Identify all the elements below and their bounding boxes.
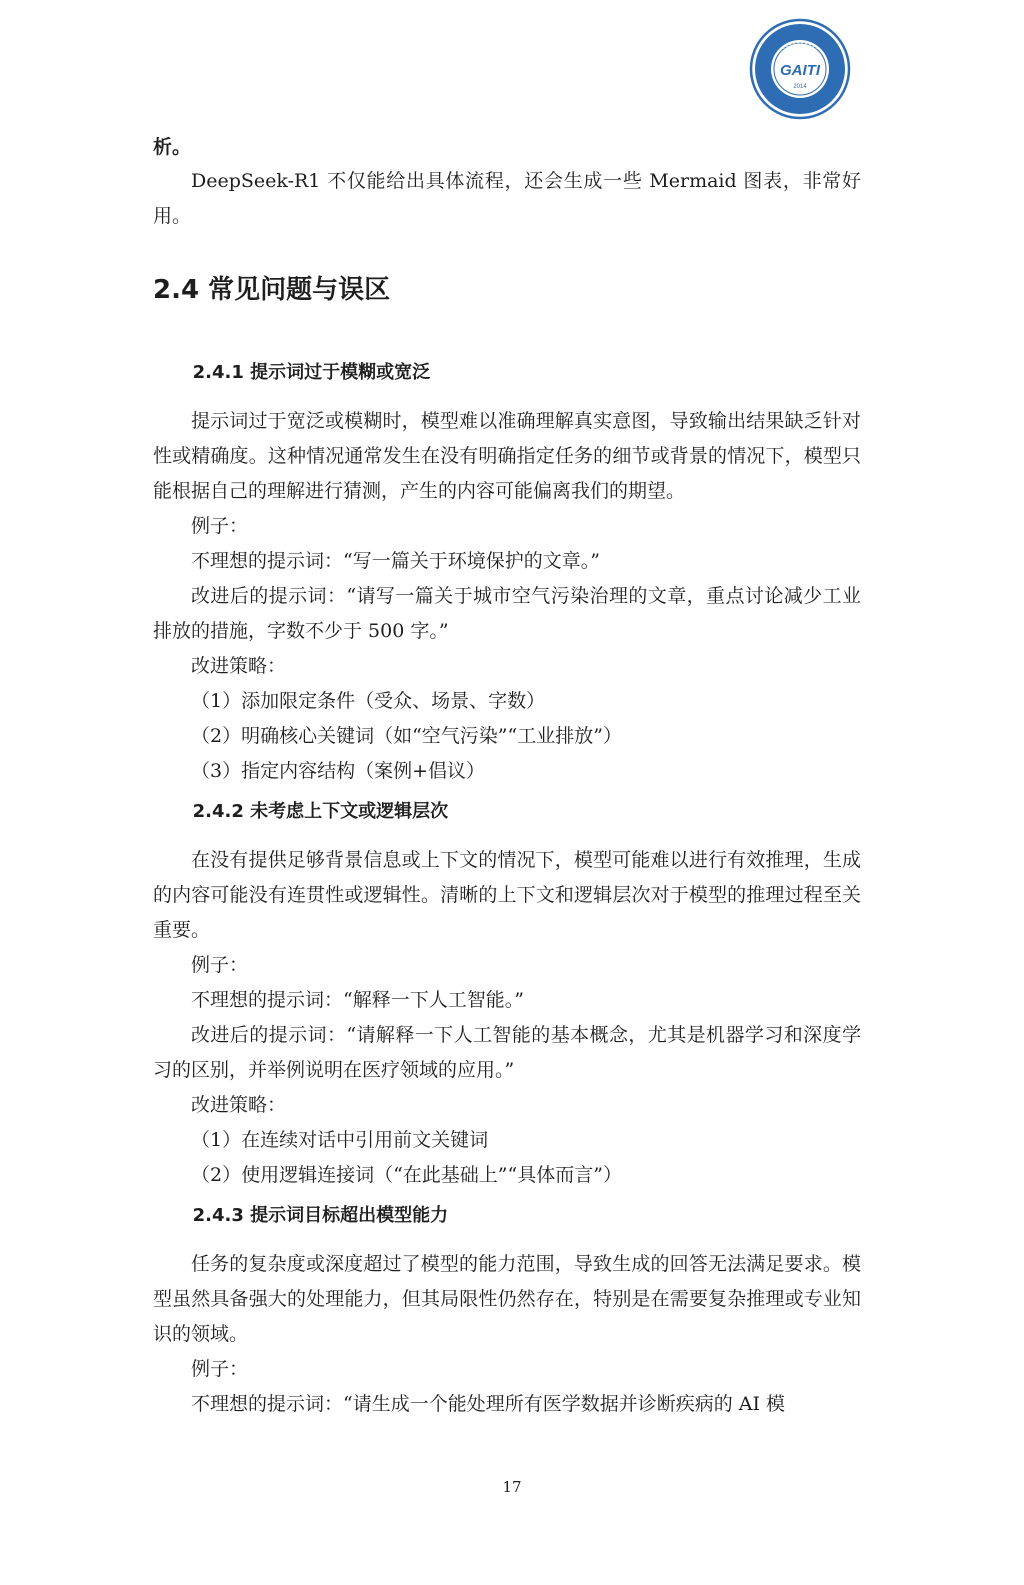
strategy-item: （3）指定内容结构（案例+倡议） [191, 760, 486, 782]
subsection-paragraph: 提示词过于宽泛或模糊时，模型难以准确理解真实意图，导致输出结果缺乏针对性或精确度。这种情况通常发生在没有明确指定任务的细节或背景的情况下，模型只能根据自己的理解进行猜测，产生的内容可能偏离我们的期望。 [153, 410, 861, 502]
section-title: 2.4 常见问题与误区 [153, 275, 391, 305]
subsection-paragraph: 在没有提供足够背景信息或上下文的情况下，模型可能难以进行有效推理，生成的内容可能没有连贯性或逻辑性。清晰的上下文和逻辑层次对于模型的推理过程至关重要。 [153, 849, 861, 941]
intro-paragraph: DeepSeek-R1 不仅能给出具体流程，还会生成一些 Mermaid 图表，非常好用。 [153, 170, 861, 227]
example-label: 例子： [191, 1358, 249, 1380]
bad-prompt: 不理想的提示词：“解释一下人工智能。” [191, 989, 524, 1011]
logo-name: GAITI [780, 62, 820, 79]
logo-year: 2014 [793, 84, 807, 90]
page-number: 17 [502, 1478, 522, 1496]
strategy-label: 改进策略： [191, 1094, 287, 1116]
subsection-title-2-4-1: 2.4.1 提示词过于模糊或宽泛 [192, 362, 431, 383]
strategy-item: （2）使用逻辑连接词（“在此基础上”“具体而言”） [191, 1164, 622, 1186]
subsection-title-2-4-3: 2.4.3 提示词目标超出模型能力 [192, 1205, 449, 1226]
good-prompt: 改进后的提示词：“请写一篇关于城市空气污染治理的文章，重点讨论减少工业排放的措施，字数不少于 500 字。” [153, 585, 861, 642]
intro-fragment: 析。 [153, 136, 192, 158]
subsection-paragraph: 任务的复杂度或深度超过了模型的能力范围，导致生成的回答无法满足要求。模型虽然具备强大的处理能力，但其局限性仍然存在，特别是在需要复杂推理或专业知识的领域。 [153, 1253, 861, 1345]
strategy-item: （2）明确核心关键词（如“空气污染”“工业排放”） [191, 725, 622, 747]
good-prompt: 改进后的提示词：“请解释一下人工智能的基本概念，尤其是机器学习和深度学习的区别，并举例说明在医疗领域的应用。” [153, 1024, 861, 1081]
page-content [153, 130, 861, 1422]
example-label: 例子： [191, 954, 249, 976]
bad-prompt: 不理想的提示词：“请生成一个能处理所有医学数据并诊断疾病的 AI 模 [191, 1393, 786, 1415]
strategy-item: （1）在连续对话中引用前文关键词 [191, 1129, 489, 1151]
example-label: 例子： [191, 515, 249, 537]
strategy-label: 改进策略： [191, 655, 287, 677]
subsection-title-2-4-2: 2.4.2 未考虑上下文或逻辑层次 [192, 801, 449, 822]
bad-prompt: 不理想的提示词：“写一篇关于环境保护的文章。” [191, 550, 600, 572]
gaiti-logo [749, 18, 851, 120]
strategy-item: （1）添加限定条件（受众、场景、字数） [191, 690, 546, 712]
